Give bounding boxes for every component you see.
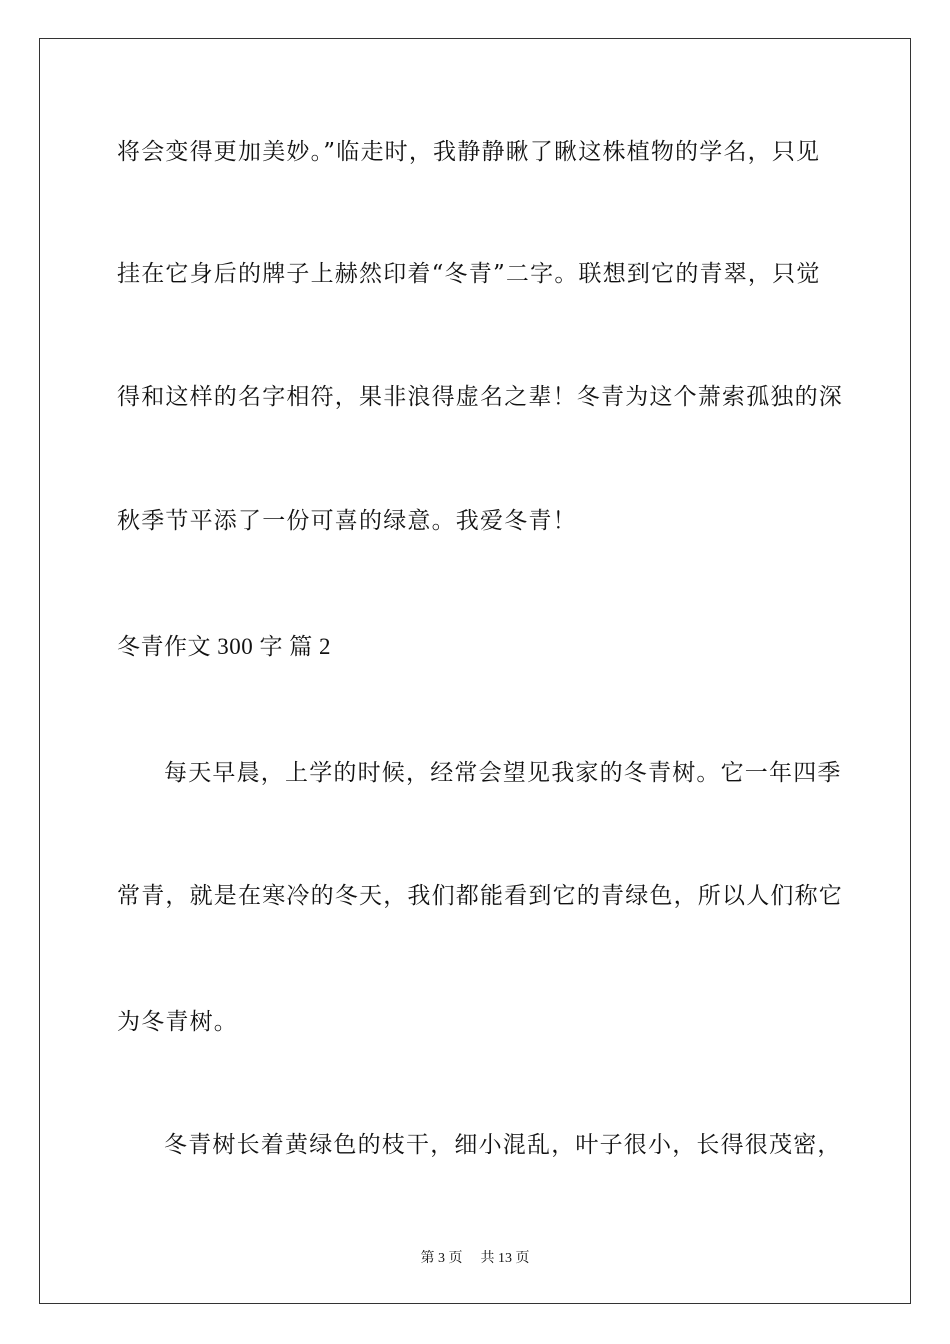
paragraph-line: 秋季节平添了一份可喜的绿意。我爱冬青！ [117, 508, 577, 534]
paragraph-line: 每天早晨，上学的时候，经常会望见我家的冬青树。它一年四季 [164, 760, 842, 786]
page-number: 第 3 页 [420, 1251, 463, 1266]
page-total: 共 13 页 [480, 1251, 530, 1266]
page-footer [0, 1247, 950, 1267]
paragraph-line: 为冬青树。 [117, 1009, 238, 1035]
paragraph-line: 将会变得更加美妙。”临走时，我静静瞅了瞅这株植物的学名，只见 [117, 139, 821, 165]
section-heading: 冬青作文 300 字 篇 2 [117, 634, 331, 659]
paragraph-line: 挂在它身后的牌子上赫然印着“冬青”二字。联想到它的青翠，只觉 [117, 261, 821, 287]
paragraph-line: 冬青树长着黄绿色的枝干，细小混乱，叶子很小，长得很茂密， [164, 1132, 842, 1158]
paragraph-line: 常青，就是在寒冷的冬天，我们都能看到它的青绿色，所以人们称它 [117, 883, 843, 909]
page-border [39, 38, 911, 1304]
paragraph-line: 得和这样的名字相符，果非浪得虚名之辈！冬青为这个萧索孤独的深 [117, 384, 843, 410]
